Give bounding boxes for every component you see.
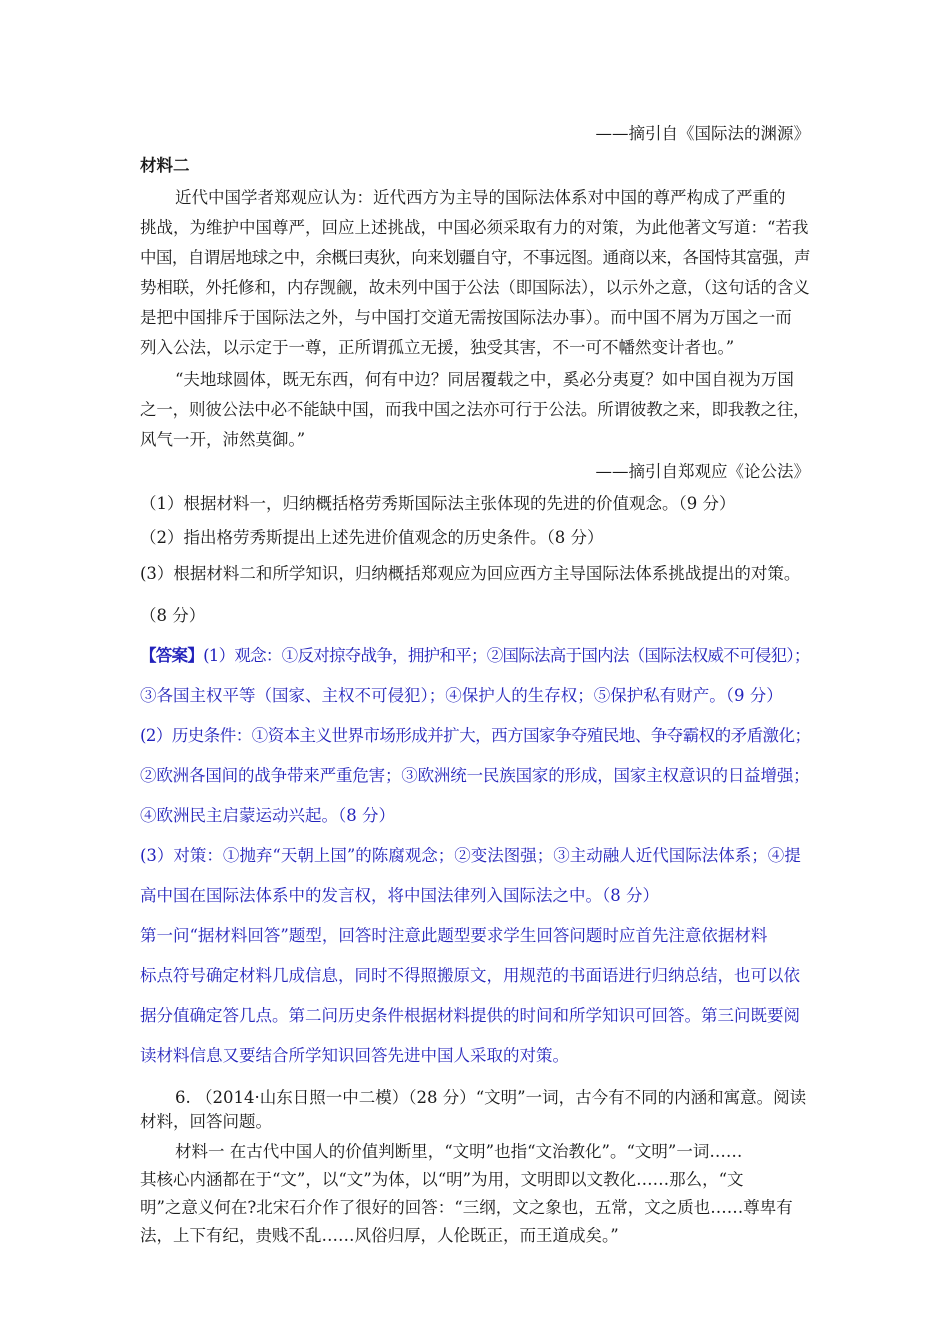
material-2-paragraph-2-line: 之一，则彼公法中必不能缺中国，而我中国之法亦可行于公法。所谓彼教之来，即我教之往， bbox=[140, 400, 810, 419]
question-6-material-1-line: 明”之意义何在?北宋石介作了很好的回答：“三纲，文之象也，五常，文之质也……尊卑有 bbox=[140, 1198, 793, 1217]
question-6-material-1-line: 其核心内涵都在于“文”，以“文”为体，以“明”为用，文明即以文教化……那么，“文 bbox=[140, 1170, 744, 1189]
analysis-line: 据分值确定答几点。第二问历史条件根据材料提供的时间和所学知识可回答。第三问既要阅 bbox=[140, 1006, 800, 1025]
material-2-paragraph-1-line: 挑战，为维护中国尊严，回应上述挑战，中国必须采取有力的对策，为此他著文写道：“若我 bbox=[140, 218, 809, 237]
question-3: (3）根据材料二和所学知识，归纳概括郑观应为回应西方主导国际法体系挑战提出的对策。 bbox=[140, 564, 801, 583]
answer-line: 高中国在国际法体系中的发言权，将中国法律列入国际法之中。（8 分） bbox=[140, 886, 659, 905]
question-3-score: （8 分） bbox=[140, 606, 206, 625]
material-2-paragraph-1-line: 中国，自谓居地球之中，余概曰夷狄，向来划疆自守，不事远图。通商以来，各国恃其富强，声 bbox=[140, 248, 811, 267]
question-6-material-1-line: 材料一 在古代中国人的价值判断里，“文明”也指“文治教化”。“文明”一词…… bbox=[175, 1142, 743, 1161]
analysis-line: 标点符号确定材料几成信息，同时不得照搬原文，用规范的书面语进行归纳总结，也可以依 bbox=[140, 966, 800, 985]
material-2-heading: 材料二 bbox=[140, 156, 190, 175]
answer-line: ④欧洲民主启蒙运动兴起。（8 分） bbox=[140, 806, 395, 825]
material-2-paragraph-2-line: 风气一开，沛然莫御。” bbox=[140, 430, 306, 449]
answer-text: (1）观念：①反对掠夺战争，拥护和平；②国际法高于国内法（国际法权威不可侵犯）； bbox=[203, 646, 810, 665]
analysis-line: 读材料信息又要结合所学知识回答先进中国人采取的对策。 bbox=[140, 1046, 569, 1065]
question-2: （2）指出格劳秀斯提出上述先进价值观念的历史条件。（8 分） bbox=[140, 528, 604, 547]
question-6-line: 6. （2014·山东日照一中二模）（28 分）“文明”一词，古今有不同的内涵和寓意。阅读 bbox=[175, 1088, 807, 1107]
material-2-paragraph-1-line: 近代中国学者郑观应认为：近代西方为主导的国际法体系对中国的尊严构成了严重的 bbox=[175, 188, 786, 207]
answer-line: (2）历史条件：①资本主义世界市场形成并扩大，西方国家争夺殖民地、争夺霸权的矛盾激化； bbox=[140, 726, 811, 745]
material-2-paragraph-2-line: “夫地球圆体，既无东西，何有中边？同居覆载之中，奚必分夷夏？如中国自视为万国 bbox=[175, 370, 794, 389]
answer-line-1 bbox=[140, 644, 810, 668]
material-2-paragraph-1-line: 势相联，外托修和，内存觊觎，故未列中国于公法（即国际法），以示外之意，（这句话的含义 bbox=[140, 278, 810, 297]
material-2-paragraph-1-line: 列入公法，以示定于一尊，正所谓孤立无援，独受其害，不一可不幡然变计者也。” bbox=[140, 338, 735, 357]
answer-line: (3）对策：①抛弃“天朝上国”的陈腐观念；②变法图强；③主动融人近代国际法体系；④提 bbox=[140, 846, 801, 865]
answer-line: ③各国主权平等（国家、主权不可侵犯）；④保护人的生存权；⑤保护私有财产。（9 分） bbox=[140, 686, 783, 705]
source-citation-2: ——摘引自郑观应《论公法》 bbox=[595, 462, 810, 481]
analysis-line: 第一问“据材料回答”题型，回答时注意此题型要求学生回答问题时应首先注意依据材料 bbox=[140, 926, 768, 945]
answer-tag: 【答案】 bbox=[140, 646, 204, 665]
question-6-material-1-line: 法，上下有纪，贵贱不乱……风俗归厚，人伦既正，而王道成矣。” bbox=[140, 1226, 619, 1245]
question-1: （1）根据材料一，归纳概括格劳秀斯国际法主张体现的先进的价值观念。（9 分） bbox=[140, 494, 736, 513]
answer-line: ②欧洲各国间的战争带来严重危害；③欧洲统一民族国家的形成，国家主权意识的日益增强； bbox=[140, 766, 810, 785]
question-6-line: 材料，回答问题。 bbox=[140, 1112, 272, 1131]
material-2-paragraph-1-line: 是把中国排斥于国际法之外，与中国打交道无需按国际法办事）。而中国不屑为万国之一而 bbox=[140, 308, 792, 327]
source-citation-1: ——摘引自《国际法的渊源》 bbox=[595, 124, 810, 143]
